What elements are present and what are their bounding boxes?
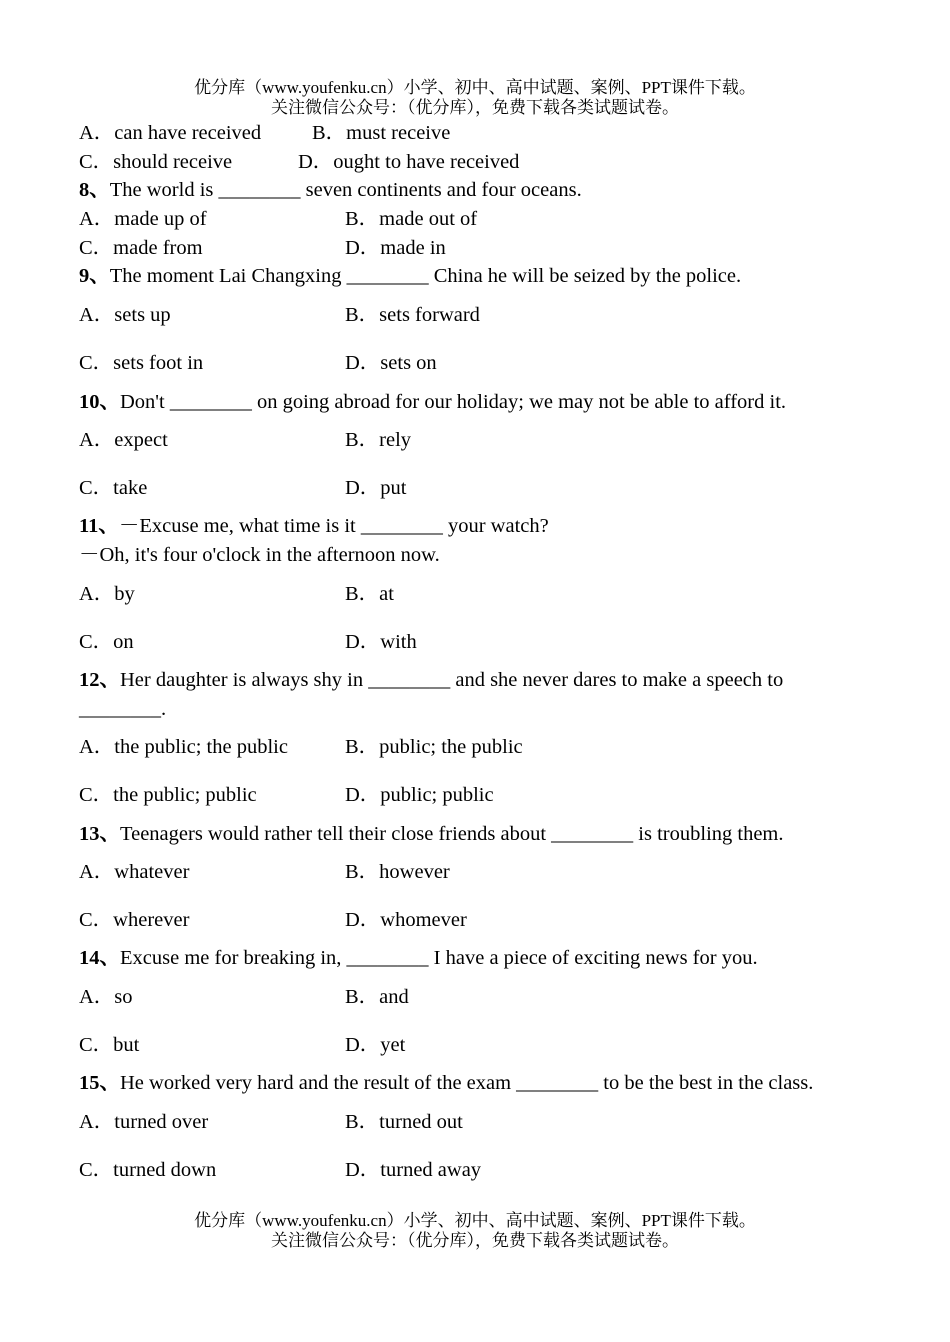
q11-option-c: C．on: [79, 631, 134, 653]
q14-text: Excuse me for breaking in, ________ I have a piece of exciting news for you.: [120, 947, 758, 969]
q12-text: Her daughter is always shy in ________ and she never dares to make a speech to: [120, 669, 784, 691]
q15-text: He worked very hard and the result of the exam ________ to be the best in the class.: [120, 1072, 814, 1094]
q14-option-b: B．and: [345, 986, 409, 1008]
q7-option-a: A．can have received: [79, 122, 262, 144]
footer-line-2: 关注微信公众号：（优分库），免费下载各类试题试卷。: [271, 1231, 679, 1250]
q9-stem: [79, 263, 741, 289]
q11-text: －Excuse me, what time is it ________ your watch?: [118, 515, 549, 537]
q13-option-b: B．however: [345, 861, 450, 883]
q15-option-b: B．turned out: [345, 1111, 463, 1133]
q9-option-d: D．sets on: [345, 352, 437, 374]
footer-line-1: 优分库（www.youfenku.cn）小学、初中、高中试题、案例、PPT课件下载。: [194, 1211, 756, 1230]
q15-option-a: A．turned over: [79, 1111, 209, 1133]
q11-option-b: B．at: [345, 583, 394, 605]
q10-option-d: D．put: [345, 477, 407, 499]
q12-option-d: D．public; public: [345, 784, 494, 806]
q14-option-d: D．yet: [345, 1034, 406, 1056]
q7-option-c: C．should receive: [79, 151, 233, 173]
q13-option-c: C．wherever: [79, 909, 190, 931]
q12-option-a: A．the public; the public: [79, 736, 288, 758]
q9-number: 9、: [79, 265, 110, 287]
q7-option-b: B．must receive: [312, 122, 451, 144]
q14-option-a: A．so: [79, 986, 133, 1008]
q15-stem: [79, 1070, 813, 1096]
q14-option-c: C．but: [79, 1034, 140, 1056]
q10-text: Don't ________ on going abroad for our holiday; we may not be able to afford it.: [120, 391, 787, 413]
q11-stem-line-2: －Oh, it's four o'clock in the afternoon now.: [79, 544, 440, 566]
q12-stem-line-2: ________.: [79, 698, 167, 720]
q9-option-a: A．sets up: [79, 304, 171, 326]
q8-text: The world is ________ seven continents and four oceans.: [109, 179, 582, 201]
q9-option-c: C．sets foot in: [79, 352, 204, 374]
q10-option-c: C．take: [79, 477, 148, 499]
q12-stem: [79, 667, 783, 693]
q7-option-d: D．ought to have received: [298, 151, 520, 173]
q13-option-d: D．whomever: [345, 909, 467, 931]
q8-option-a: A．made up of: [79, 208, 207, 230]
q14-number: 14、: [79, 947, 120, 969]
q10-number: 10、: [79, 391, 120, 413]
q13-stem: [79, 821, 784, 847]
q12-option-c: C．the public; public: [79, 784, 257, 806]
q8-option-d: D．made in: [345, 237, 446, 259]
q12-option-b: B．public; the public: [345, 736, 523, 758]
q8-option-c: C．made from: [79, 237, 203, 259]
page-footer: [0, 1211, 950, 1251]
q11-number: 11、: [79, 515, 119, 537]
q11-option-a: A．by: [79, 583, 135, 605]
q9-text: The moment Lai Changxing ________ China he will be seized by the police.: [109, 265, 742, 287]
q8-number: 8、: [79, 179, 110, 201]
q11-stem: [79, 513, 549, 539]
q13-option-a: A．whatever: [79, 861, 190, 883]
header-line-1: 优分库（www.youfenku.cn）小学、初中、高中试题、案例、PPT课件下载。: [194, 78, 756, 97]
q8-option-b: B．made out of: [345, 208, 478, 230]
q12-number: 12、: [79, 669, 120, 691]
q10-stem: [79, 389, 786, 415]
q15-number: 15、: [79, 1072, 120, 1094]
q10-option-a: A．expect: [79, 429, 168, 451]
q13-text: Teenagers would rather tell their close friends about ________ is troubling them.: [120, 823, 784, 845]
q11-option-d: D．with: [345, 631, 417, 653]
q8-stem: [79, 177, 582, 203]
q14-stem: [79, 945, 758, 971]
q15-option-d: D．turned away: [345, 1159, 482, 1181]
q15-option-c: C．turned down: [79, 1159, 217, 1181]
header-line-2: 关注微信公众号：（优分库），免费下载各类试题试卷。: [271, 98, 679, 117]
q9-option-b: B．sets forward: [345, 304, 480, 326]
q13-number: 13、: [79, 823, 120, 845]
q10-option-b: B．rely: [345, 429, 412, 451]
page-header: [0, 78, 950, 118]
